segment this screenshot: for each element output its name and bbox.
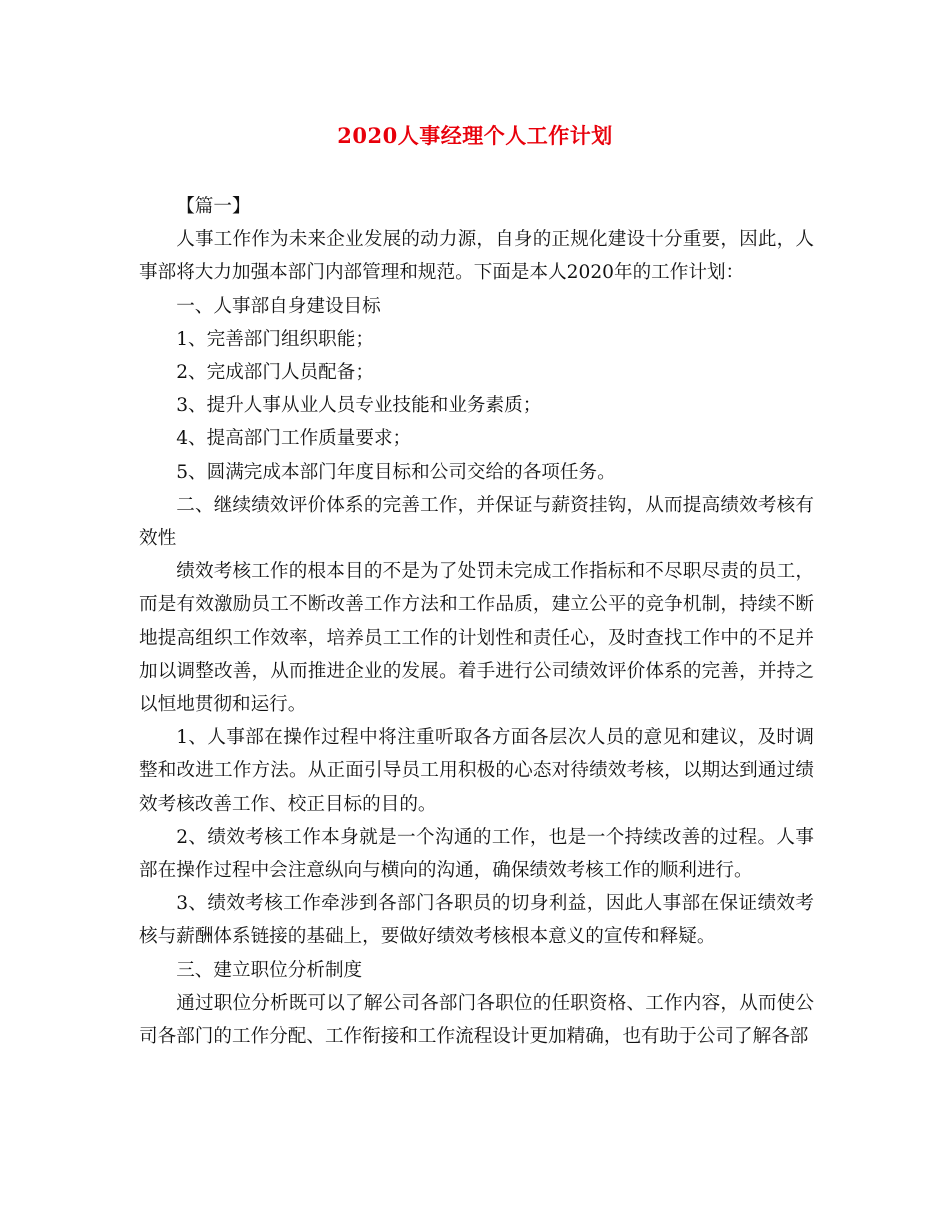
section-label: 【篇一】 <box>176 196 251 217</box>
body-paragraph: 1、人事部在操作过程中将注重听取各方面各层次人员的意见和建议，及时调整和改进工作方法。从正面引导员工用积极的心态对待绩效考核，以期达到通过绩效考核改善工作、校正目标的目的。 <box>139 727 814 815</box>
intro-paragraph: 人事工作作为未来企业发展的动力源，自身的正规化建设十分重要，因此，人事部将大力加强本部门内部管理和规范。下面是本人2020年的工作计划： <box>139 229 814 284</box>
heading-1: 一、人事部自身建设目标 <box>176 295 381 317</box>
body-paragraph: 绩效考核工作的根本目的不是为了处罚未完成工作指标和不尽职尽责的员工，而是有效激励员工不断改善工作方法和工作品质，建立公平的竞争机制，持续不断地提高组织工作效率，培养员工工作的计划性和责任心，及时查找工作中的不足并加以调整改善，从而推进企业的发展。着手进行公司绩效评价体系的完善，并持之以恒地贯彻和运行。 <box>139 561 814 716</box>
document-body <box>139 190 814 1053</box>
heading-3: 三、建立职位分析制度 <box>176 959 363 981</box>
list-item: 2、完成部门人员配备； <box>176 362 374 384</box>
body-paragraph: 通过职位分析既可以了解公司各部门各职位的任职资格、工作内容，从而使公司各部门的工作分配、工作衔接和工作流程设计更加精确，也有助于公司了解各部 <box>139 992 814 1048</box>
list-item: 3、提升人事从业人员专业技能和业务素质； <box>176 395 542 417</box>
body-paragraph: 3、绩效考核工作牵涉到各部门各职员的切身利益，因此人事部在保证绩效考核与薪酬体系链接的基础上，要做好绩效考核根本意义的宣传和释疑。 <box>139 893 814 948</box>
list-item: 4、提高部门工作质量要求； <box>176 428 412 450</box>
heading-2: 二、继续绩效评价体系的完善工作，并保证与薪资挂钩，从而提高绩效考核有效性 <box>139 494 814 550</box>
list-item: 1、完善部门组织职能； <box>176 328 374 350</box>
document-title: 2020人事经理个人工作计划 <box>337 123 613 148</box>
list-item: 5、圆满完成本部门年度目标和公司交给的各项任务。 <box>176 461 616 483</box>
body-paragraph: 2、绩效考核工作本身就是一个沟通的工作，也是一个持续改善的过程。人事部在操作过程中会注意纵向与横向的沟通，确保绩效考核工作的顺利进行。 <box>139 826 814 882</box>
